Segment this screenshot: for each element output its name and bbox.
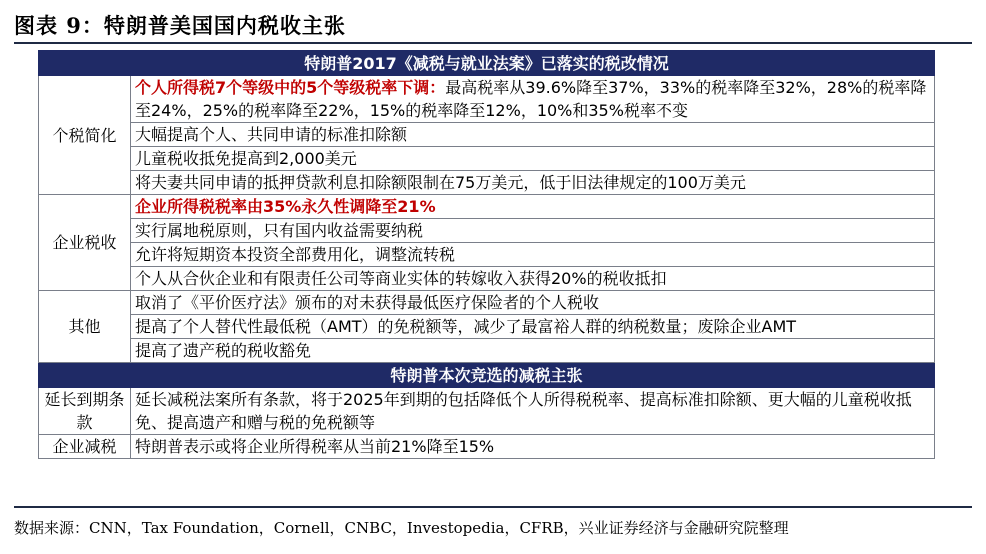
item-text: 最高税率从39.6%降至37%，33%的税率降至32%，28%的税率降至24%，25%的税率降至22%，15%的税率降至12%，10%和35%税率不变 — [135, 78, 927, 120]
table-row — [39, 123, 935, 147]
item-cell: 实行属地税原则，只有国内收益需要纳税 — [131, 219, 935, 243]
item-cell: 特朗普表示或将企业所得税率从当前21%降至15% — [131, 435, 935, 459]
item-cell: 取消了《平价医疗法》颁布的对未获得最低医疗保险者的个人税收 — [131, 291, 935, 315]
section-header-row — [39, 363, 935, 388]
category-cell: 企业减税 — [39, 435, 131, 459]
item-cell: 延长减税法案所有条款，将于2025年到期的包括降低个人所得税税率、提高标准扣除额、更大幅的儿童税收抵免、提高遗产和赠与税的免税额等 — [131, 388, 935, 435]
item-cell: 提高了遗产税的税收豁免 — [131, 339, 935, 363]
item-cell: 允许将短期资本投资全部费用化，调整流转税 — [131, 243, 935, 267]
section2-header: 特朗普本次竞选的减税主张 — [39, 363, 935, 388]
category-cell: 延长到期条款 — [39, 388, 131, 435]
table-row — [39, 243, 935, 267]
category-cell: 其他 — [39, 291, 131, 363]
item-cell: 大幅提高个人、共同申请的标准扣除额 — [131, 123, 935, 147]
table-row — [39, 315, 935, 339]
item-cell: 儿童税收抵免提高到2,000美元 — [131, 147, 935, 171]
table-row — [39, 339, 935, 363]
table-row — [39, 267, 935, 291]
table-row — [39, 147, 935, 171]
tax-policy-table — [38, 50, 935, 459]
table-row — [39, 195, 935, 219]
item-cell — [131, 76, 935, 123]
table-row — [39, 76, 935, 123]
table-row — [39, 388, 935, 435]
table-row — [39, 291, 935, 315]
item-cell: 个人从合伙企业和有限责任公司等商业实体的转嫁收入获得20%的税收抵扣 — [131, 267, 935, 291]
top-rule — [14, 42, 972, 44]
category-cell: 个税简化 — [39, 76, 131, 195]
figure-title: 图表 9：特朗普美国国内税收主张 — [14, 13, 346, 38]
table-row — [39, 219, 935, 243]
table-row — [39, 435, 935, 459]
bottom-rule — [14, 506, 972, 508]
item-cell: 提高了个人替代性最低税（AMT）的免税额等，减少了最富裕人群的纳税数量；废除企业AMT — [131, 315, 935, 339]
item-cell: 将夫妻共同申请的抵押贷款利息扣除额限制在75万美元，低于旧法律规定的100万美元 — [131, 171, 935, 195]
highlight-text: 企业所得税税率由35%永久性调降至21% — [135, 197, 436, 216]
highlight-text: 个人所得税7个等级中的5个等级税率下调： — [135, 78, 446, 97]
section-header-row — [39, 51, 935, 76]
item-cell — [131, 195, 935, 219]
section1-header: 特朗普2017《减税与就业法案》已落实的税改情况 — [39, 51, 935, 76]
category-cell: 企业税收 — [39, 195, 131, 291]
table-row — [39, 171, 935, 195]
source-note: 数据来源：CNN，Tax Foundation，Cornell，CNBC，Investopedia，CFRB，兴业证券经济与金融研究院整理 — [14, 519, 789, 537]
